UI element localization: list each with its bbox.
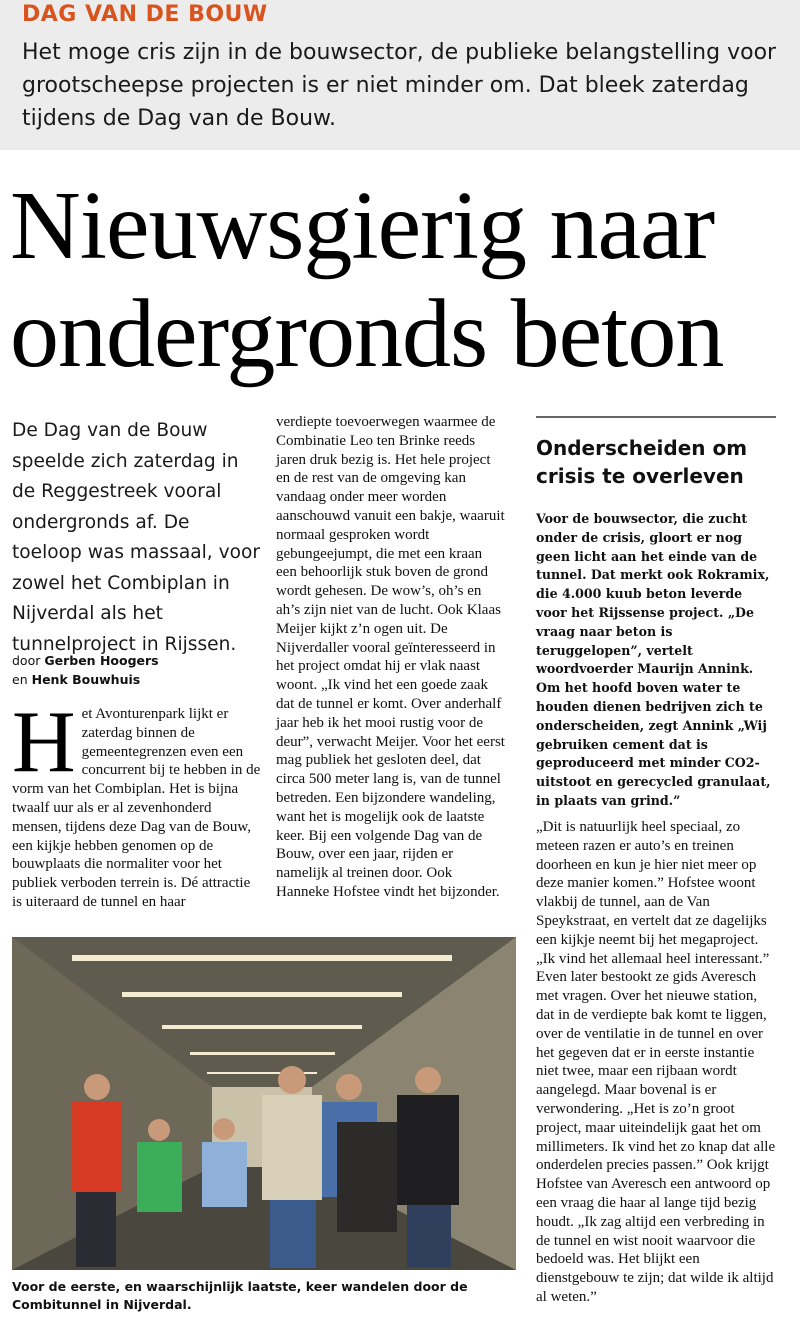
lead-paragraph: De Dag van de Bouw speelde zich zaterdag in de Reggestreek vooral ondergronds af. De toeloop was massaal, voor zowel het Combiplan in Nijverdal als het tunnelproject in Rijssen.	[12, 420, 260, 655]
author-name: Gerben Hoogers	[44, 653, 159, 668]
sidebar-divider	[536, 416, 776, 418]
photo-caption: Voor de eerste, en waarschijnlijk laatste, keer wandelen door de Combitunnel in Nijverdal.	[12, 1279, 468, 1312]
sidebar-text: Voor de bouwsector, die zucht onder de crisis, gloort er nog geen licht aan het einde van de tunnel. Dat merkt ook Rokramix, die 4.000 kuub beton leverde voor het Rijssense project. „De vraag naar beton is teruggelopen”, vertelt woordvoerder Maurijn Annink. Om het hoofd boven water te houden dienen bedrijven zich te onderscheiden, zegt Annink „Wij gebruiken cement dat is geproduceerd met minder CO2-uitstoot en gerecycled granulaat, in plaats van grind.”	[536, 511, 771, 808]
column-1-text: et Avonturenpark lijkt er zaterdag binnen de gemeentegrenzen even een concurrent bij te hebben in de vorm van het Combiplan. Het is bijna twaalf uur als er al zevenhonderd mensen, tijdens deze Dag van de Bouw, een kijkje hebben genomen op de bouwplaats die normaliter voor het publiek verboden terrein is. Dé attractie is uiteraard de tunnel en haar	[12, 706, 261, 910]
sidebar-title: Onderscheiden om crisis te overleven	[536, 436, 748, 488]
byline-prefix: en	[12, 672, 28, 687]
author-name: Henk Bouwhuis	[31, 672, 141, 687]
section-kicker: DAG VAN DE BOUW	[22, 2, 268, 27]
article-column-3: „Dit is natuurlijk heel speciaal, zo meteen razen er auto’s en treinen doorheen en kun je hier niet meer op deze manier komen.” Hofstee woont vlakbij de tunnel, aan de Van Speykstraat, en vertelt dat ze dagelijks een kijkje neemt bij het megaproject. „Ik vind het allemaal heel interessant.” Even later bestookt ze gids Averesch met vragen. Over het nieuwe station, dat in de verdiepte bak komt te liggen, over de ventilatie in de tunnel en over het gegeven dat er in eerste instantie niet twee, maar een rijbaan wordt aangelegd. Maar bovenal is er verwondering. „Het is zo’n groot project, maar uiteindelijk gaat het om millimeters. Ik vind het zo knap dat alle onderdelen precies passen.” Ook krijgt Hofstee van Averesch een antwoord op een vraag die haar al lange tijd bezig houdt. „Ik zag altijd een verbreding in de tunnel en wist nooit waarvoor die bedoeld was. Het blijkt een dienstgebouw te zijn; dat wilde ik altijd al weten.”	[536, 819, 776, 1305]
headline: Nieuwsgierig naar ondergronds beton	[10, 172, 724, 388]
drop-cap: H	[12, 694, 76, 791]
intro-banner	[0, 0, 800, 150]
byline-prefix: door	[12, 653, 41, 668]
article-column-1	[12, 694, 262, 912]
intro-text: Het moge cris zijn in de bouwsector, de publieke belangstelling voor grootscheepse projecten is er niet minder om. Dat bleek zaterdag tijdens de Dag van de Bouw.	[22, 40, 777, 131]
tunnel-photo-illustration	[12, 937, 516, 1270]
byline	[12, 651, 262, 689]
article-column-2: verdiepte toevoerwegen waarmee de Combinatie Leo ten Brinke reeds jaren druk bezig is. Het hele project en de rest van de omgeving kan vandaag onder meer worden aanschouwd vanuit een bakje, waaruit normaal gesproken wordt gebungeejumpt, die met een kraan een behoorlijk stuk boven de grond wordt gehesen. De wow’s, oh’s en ah’s zijn niet van de lucht. Ook Klaas Meijer kijkt z’n ogen uit. De Nijverdaller vooral geïnteresseerd in het project omdat hij er vlak naast woont. „Ik vind het een goede zaak dat de tunnel er komt. Over anderhalf jaar heb ik het mooi rustig voor de deur”, verwacht Meijer. Voor het eerst mag publiek het gesloten deel, dat circa 500 meter lang is, van de tunnel betreden. Een bijzondere wandeling, want het is mogelijk ook de laatste keer. Bij een volgende Dag van de Bouw, over een jaar, rijden er namelijk al treinen door. Ook Hanneke Hofstee vindt het bijzonder.	[276, 414, 505, 900]
tunnel-photo-icon	[12, 937, 516, 1270]
